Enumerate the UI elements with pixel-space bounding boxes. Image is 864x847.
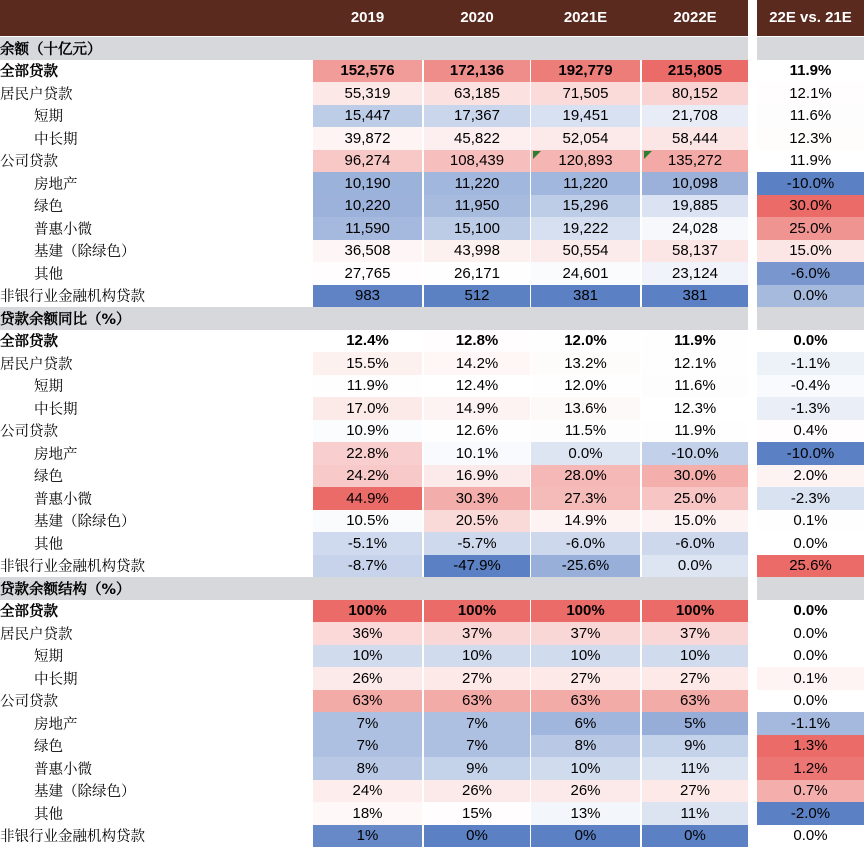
row-label: 普惠小微 xyxy=(0,487,92,510)
value-cell: 19,885 xyxy=(642,195,748,218)
value-cell: 10.5% xyxy=(313,510,422,533)
row-label: 普惠小微 xyxy=(0,217,92,240)
change-cell: 1.3% xyxy=(757,735,864,758)
value-cell: 0% xyxy=(424,825,530,847)
section-title: 贷款余额同比（%） xyxy=(0,307,131,330)
value-cell: 12.3% xyxy=(642,397,748,420)
change-cell: 0.4% xyxy=(757,420,864,443)
table-row xyxy=(0,555,864,578)
value-cell: 14.9% xyxy=(531,510,640,533)
value-cell: 10.9% xyxy=(313,420,422,443)
value-cell: 10% xyxy=(424,645,530,668)
value-cell: 10,190 xyxy=(313,172,422,195)
value-cell: 10.1% xyxy=(424,442,530,465)
change-cell: 0.1% xyxy=(757,667,864,690)
table-row xyxy=(0,690,864,713)
change-cell: 30.0% xyxy=(757,195,864,218)
value-cell: -5.1% xyxy=(313,532,422,555)
row-label: 房地产 xyxy=(0,712,78,735)
value-cell: 24,601 xyxy=(531,262,640,285)
value-cell: 58,137 xyxy=(642,240,748,263)
value-cell: 37% xyxy=(642,622,748,645)
change-cell: 25.0% xyxy=(757,217,864,240)
value-cell: 27,765 xyxy=(313,262,422,285)
value-cell: 28.0% xyxy=(531,465,640,488)
value-cell: 0% xyxy=(531,825,640,847)
table-row xyxy=(0,60,864,83)
table-row xyxy=(0,780,864,803)
table-row xyxy=(0,285,864,308)
value-cell: 27% xyxy=(642,667,748,690)
section-bg xyxy=(0,37,748,60)
change-cell: 0.0% xyxy=(757,532,864,555)
value-cell: 11,590 xyxy=(313,217,422,240)
value-cell: 26% xyxy=(313,667,422,690)
section-title: 余额（十亿元） xyxy=(0,37,102,60)
value-cell: 30.3% xyxy=(424,487,530,510)
value-cell: 13% xyxy=(531,802,640,825)
value-cell: 12.4% xyxy=(424,375,530,398)
table-row xyxy=(0,825,864,847)
value-cell: 16.9% xyxy=(424,465,530,488)
value-cell: 100% xyxy=(424,600,530,623)
value-cell: 0.0% xyxy=(642,555,748,578)
value-cell: 215,805 xyxy=(642,60,748,83)
value-cell: 8% xyxy=(313,757,422,780)
table-row xyxy=(0,397,864,420)
value-cell: 11.5% xyxy=(531,420,640,443)
value-cell: 7% xyxy=(313,735,422,758)
change-cell: 2.0% xyxy=(757,465,864,488)
row-label: 全部贷款 xyxy=(0,600,58,623)
value-cell: 12.1% xyxy=(642,352,748,375)
value-cell: 63% xyxy=(531,690,640,713)
change-cell: 0.0% xyxy=(757,825,864,847)
value-cell: 11,950 xyxy=(424,195,530,218)
table-row xyxy=(0,442,864,465)
column-header-2020: 2020 xyxy=(424,0,530,36)
table-row xyxy=(0,262,864,285)
value-cell: 63% xyxy=(313,690,422,713)
value-cell: 36,508 xyxy=(313,240,422,263)
change-cell: -10.0% xyxy=(757,172,864,195)
value-cell: 71,505 xyxy=(531,82,640,105)
value-cell: 96,274 xyxy=(313,150,422,173)
table-row xyxy=(0,150,864,173)
value-cell: 30.0% xyxy=(642,465,748,488)
value-cell: 58,444 xyxy=(642,127,748,150)
row-label: 居民户贷款 xyxy=(0,352,73,375)
value-cell: 10% xyxy=(313,645,422,668)
table-row xyxy=(0,82,864,105)
change-cell: 0.7% xyxy=(757,780,864,803)
change-cell: -2.0% xyxy=(757,802,864,825)
column-header-2021e: 2021E xyxy=(531,0,640,36)
change-cell: -0.4% xyxy=(757,375,864,398)
value-cell: 100% xyxy=(313,600,422,623)
value-cell: 50,554 xyxy=(531,240,640,263)
value-cell: 9% xyxy=(642,735,748,758)
row-label: 房地产 xyxy=(0,172,78,195)
value-cell: 27% xyxy=(424,667,530,690)
row-label: 其他 xyxy=(0,802,63,825)
row-label: 短期 xyxy=(0,375,63,398)
value-cell: 6% xyxy=(531,712,640,735)
value-cell: 10% xyxy=(531,757,640,780)
row-label: 公司贷款 xyxy=(0,690,58,713)
value-cell: 14.9% xyxy=(424,397,530,420)
value-cell: 12.0% xyxy=(531,375,640,398)
row-label: 中长期 xyxy=(0,127,78,150)
column-header-change: 22E vs. 21E xyxy=(757,0,864,36)
change-cell: 0.0% xyxy=(757,645,864,668)
value-cell: 100% xyxy=(531,600,640,623)
value-cell: 22.8% xyxy=(313,442,422,465)
value-cell: -8.7% xyxy=(313,555,422,578)
change-cell: 0.0% xyxy=(757,600,864,623)
change-cell: 11.9% xyxy=(757,60,864,83)
value-cell: 10,220 xyxy=(313,195,422,218)
value-cell: 10% xyxy=(531,645,640,668)
value-cell: 17,367 xyxy=(424,105,530,128)
row-label: 短期 xyxy=(0,645,63,668)
value-cell: 5% xyxy=(642,712,748,735)
value-cell: 172,136 xyxy=(424,60,530,83)
value-cell: 9% xyxy=(424,757,530,780)
change-cell: -1.1% xyxy=(757,352,864,375)
value-cell: -10.0% xyxy=(642,442,748,465)
value-cell: 7% xyxy=(313,712,422,735)
value-cell: 15,296 xyxy=(531,195,640,218)
row-label: 居民户贷款 xyxy=(0,82,73,105)
value-cell: 36% xyxy=(313,622,422,645)
value-cell: 45,822 xyxy=(424,127,530,150)
value-cell: 26% xyxy=(424,780,530,803)
table-row xyxy=(0,172,864,195)
change-cell: 0.0% xyxy=(757,622,864,645)
table-row xyxy=(0,645,864,668)
table-row xyxy=(0,802,864,825)
value-cell: 7% xyxy=(424,712,530,735)
change-cell: 0.0% xyxy=(757,690,864,713)
value-cell: 12.6% xyxy=(424,420,530,443)
change-cell: 0.0% xyxy=(757,330,864,353)
value-cell: -6.0% xyxy=(531,532,640,555)
value-cell: 11.9% xyxy=(313,375,422,398)
row-label: 基建（除绿色） xyxy=(0,780,136,803)
change-cell: -2.3% xyxy=(757,487,864,510)
change-cell: -1.3% xyxy=(757,397,864,420)
row-label: 非银行业金融机构贷款 xyxy=(0,555,145,578)
value-cell: -6.0% xyxy=(642,532,748,555)
value-cell: 19,222 xyxy=(531,217,640,240)
row-label: 短期 xyxy=(0,105,63,128)
value-cell: 135,272 xyxy=(642,150,748,173)
table-row xyxy=(0,217,864,240)
change-cell: 15.0% xyxy=(757,240,864,263)
table-row xyxy=(0,600,864,623)
row-label: 基建（除绿色） xyxy=(0,240,136,263)
row-label: 全部贷款 xyxy=(0,60,58,83)
row-label: 绿色 xyxy=(0,465,63,488)
section-header xyxy=(0,37,864,60)
value-cell: 80,152 xyxy=(642,82,748,105)
row-label: 其他 xyxy=(0,262,63,285)
value-cell: 25.0% xyxy=(642,487,748,510)
table-row xyxy=(0,465,864,488)
change-cell: -1.1% xyxy=(757,712,864,735)
value-cell: 1% xyxy=(313,825,422,847)
value-cell: 13.6% xyxy=(531,397,640,420)
value-cell: 27% xyxy=(642,780,748,803)
value-cell: 15.0% xyxy=(642,510,748,533)
value-cell: 17.0% xyxy=(313,397,422,420)
value-cell: 15,100 xyxy=(424,217,530,240)
table-row xyxy=(0,352,864,375)
change-cell: -10.0% xyxy=(757,442,864,465)
value-cell: 12.0% xyxy=(531,330,640,353)
value-cell: 11% xyxy=(642,757,748,780)
value-cell: 20.5% xyxy=(424,510,530,533)
section-bg-change xyxy=(757,37,864,60)
value-cell: 381 xyxy=(642,285,748,308)
row-label: 非银行业金融机构贷款 xyxy=(0,825,145,847)
value-cell: 120,893 xyxy=(531,150,640,173)
value-cell: 26,171 xyxy=(424,262,530,285)
row-label: 其他 xyxy=(0,532,63,555)
value-cell: -5.7% xyxy=(424,532,530,555)
table-row xyxy=(0,420,864,443)
section-bg-change xyxy=(757,307,864,330)
row-label: 全部贷款 xyxy=(0,330,58,353)
value-cell: 11% xyxy=(642,802,748,825)
section-header xyxy=(0,577,864,600)
value-cell: 0.0% xyxy=(531,442,640,465)
row-label: 绿色 xyxy=(0,735,63,758)
value-cell: 152,576 xyxy=(313,60,422,83)
value-cell: 11.9% xyxy=(642,420,748,443)
row-label: 基建（除绿色） xyxy=(0,510,136,533)
value-cell: 15.5% xyxy=(313,352,422,375)
value-cell: 37% xyxy=(424,622,530,645)
value-cell: 37% xyxy=(531,622,640,645)
row-label: 中长期 xyxy=(0,667,78,690)
table-row xyxy=(0,510,864,533)
table-row xyxy=(0,532,864,555)
value-cell: 55,319 xyxy=(313,82,422,105)
value-cell: 983 xyxy=(313,285,422,308)
column-header-2019: 2019 xyxy=(313,0,422,36)
table-row xyxy=(0,667,864,690)
value-cell: 63% xyxy=(424,690,530,713)
value-cell: 19,451 xyxy=(531,105,640,128)
table-row xyxy=(0,195,864,218)
value-cell: 39,872 xyxy=(313,127,422,150)
value-cell: 27% xyxy=(531,667,640,690)
value-cell: 192,779 xyxy=(531,60,640,83)
table-row xyxy=(0,757,864,780)
table-row xyxy=(0,487,864,510)
value-cell: 512 xyxy=(424,285,530,308)
change-cell: 0.0% xyxy=(757,285,864,308)
table-row xyxy=(0,240,864,263)
value-cell: 100% xyxy=(642,600,748,623)
table-row xyxy=(0,127,864,150)
value-cell: 43,998 xyxy=(424,240,530,263)
value-cell: 0% xyxy=(642,825,748,847)
value-cell: 23,124 xyxy=(642,262,748,285)
value-cell: 24.2% xyxy=(313,465,422,488)
value-cell: 13.2% xyxy=(531,352,640,375)
row-label: 普惠小微 xyxy=(0,757,92,780)
value-cell: 21,708 xyxy=(642,105,748,128)
table-row xyxy=(0,330,864,353)
comment-flag-icon xyxy=(644,151,652,159)
section-bg-change xyxy=(757,577,864,600)
value-cell: 63% xyxy=(642,690,748,713)
value-cell: 26% xyxy=(531,780,640,803)
change-cell: 0.1% xyxy=(757,510,864,533)
section-header xyxy=(0,307,864,330)
comment-flag-icon xyxy=(533,151,541,159)
value-cell: 12.8% xyxy=(424,330,530,353)
change-cell: 25.6% xyxy=(757,555,864,578)
change-cell: 12.3% xyxy=(757,127,864,150)
value-cell: 15,447 xyxy=(313,105,422,128)
row-label: 非银行业金融机构贷款 xyxy=(0,285,145,308)
row-label: 绿色 xyxy=(0,195,63,218)
value-cell: 10,098 xyxy=(642,172,748,195)
value-cell: 381 xyxy=(531,285,640,308)
row-label: 公司贷款 xyxy=(0,420,58,443)
change-cell: -6.0% xyxy=(757,262,864,285)
row-label: 公司贷款 xyxy=(0,150,58,173)
row-label: 房地产 xyxy=(0,442,78,465)
value-cell: 18% xyxy=(313,802,422,825)
value-cell: 11,220 xyxy=(424,172,530,195)
value-cell: 11.6% xyxy=(642,375,748,398)
value-cell: 63,185 xyxy=(424,82,530,105)
table-row xyxy=(0,375,864,398)
value-cell: 108,439 xyxy=(424,150,530,173)
table-row xyxy=(0,735,864,758)
row-label: 中长期 xyxy=(0,397,78,420)
change-cell: 11.9% xyxy=(757,150,864,173)
row-label: 居民户贷款 xyxy=(0,622,73,645)
value-cell: 52,054 xyxy=(531,127,640,150)
value-cell: 44.9% xyxy=(313,487,422,510)
column-header-2022e: 2022E xyxy=(642,0,748,36)
change-cell: 11.6% xyxy=(757,105,864,128)
table-row xyxy=(0,105,864,128)
value-cell: 10% xyxy=(642,645,748,668)
table-row xyxy=(0,622,864,645)
value-cell: 12.4% xyxy=(313,330,422,353)
change-cell: 12.1% xyxy=(757,82,864,105)
section-title: 贷款余额结构（%） xyxy=(0,577,131,600)
value-cell: 24,028 xyxy=(642,217,748,240)
table-row xyxy=(0,712,864,735)
value-cell: 27.3% xyxy=(531,487,640,510)
change-cell: 1.2% xyxy=(757,757,864,780)
value-cell: 8% xyxy=(531,735,640,758)
value-cell: 11,220 xyxy=(531,172,640,195)
value-cell: 24% xyxy=(313,780,422,803)
value-cell: -25.6% xyxy=(531,555,640,578)
value-cell: -47.9% xyxy=(424,555,530,578)
value-cell: 14.2% xyxy=(424,352,530,375)
value-cell: 15% xyxy=(424,802,530,825)
value-cell: 7% xyxy=(424,735,530,758)
value-cell: 11.9% xyxy=(642,330,748,353)
